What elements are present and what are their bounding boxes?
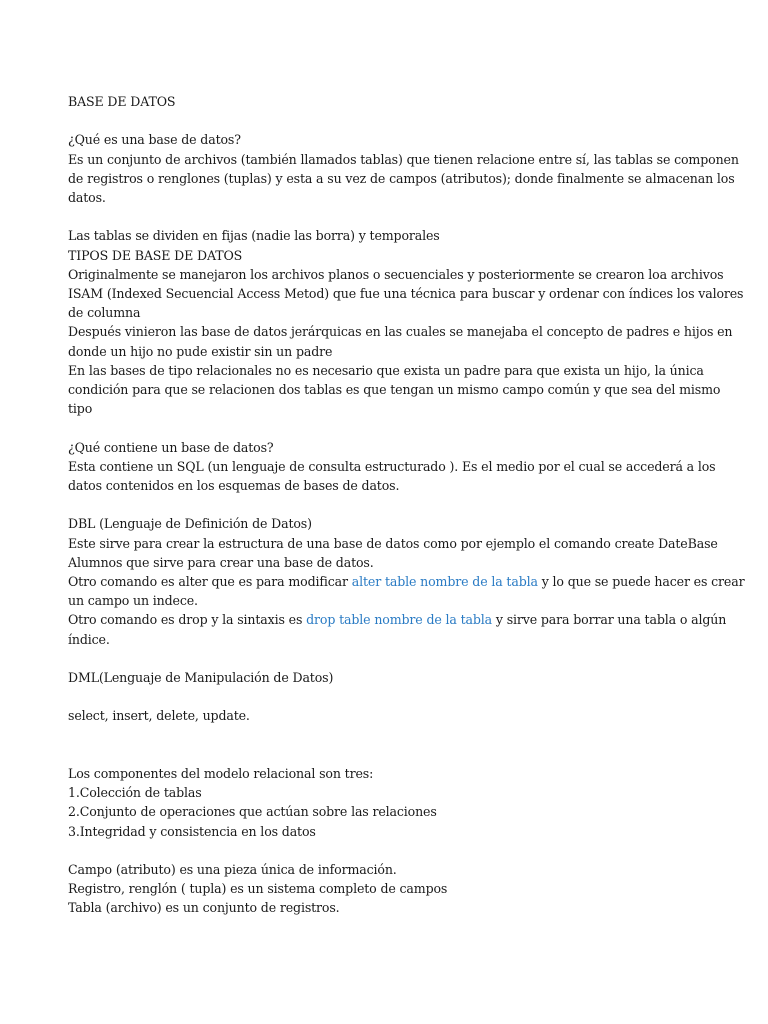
spacer	[68, 841, 708, 860]
alter-line	[68, 572, 745, 591]
drop-line	[68, 610, 727, 629]
spacer	[68, 495, 708, 514]
spacer	[68, 418, 708, 437]
drop-table-link[interactable]: drop table nombre de la tabla	[306, 612, 493, 628]
spacer	[68, 111, 708, 130]
paragraph-line: datos contenidos en los esquemas de bases de datos.	[68, 478, 400, 494]
section-heading-dbl: DBL (Lenguaje de Definición de Datos)	[68, 516, 312, 532]
paragraph-line: Esta contiene un SQL (un lenguaje de consulta estructurado ). Es el medio por el cual se accederá a los	[68, 458, 716, 474]
component-item: 3.Integridad y consistencia en los datos	[68, 823, 316, 839]
paragraph-line: índice.	[68, 631, 110, 647]
paragraph-line: donde un hijo no pude existir sin un padre	[68, 343, 333, 359]
definition-item: Registro, renglón ( tupla) es un sistema completo de campos	[68, 881, 448, 897]
paragraph-line: Después vinieron las base de datos jerárquicas en las cuales se manejaba el concepto de padres e hijos en	[68, 324, 733, 340]
alter-text-after: y lo que se puede hacer es crear	[537, 574, 745, 590]
spacer	[68, 745, 708, 764]
spacer	[68, 649, 708, 668]
paragraph-line: Este sirve para crear la estructura de una base de datos como por ejemplo el comando create DateBase	[68, 535, 718, 551]
paragraph-line: Las tablas se dividen en fijas (nadie las borra) y temporales	[68, 228, 440, 244]
spacer	[68, 207, 708, 226]
spacer	[68, 687, 708, 706]
definition-item: Campo (atributo) es una pieza única de información.	[68, 861, 397, 877]
paragraph-line: condición para que se relacionen dos tablas es que tengan un mismo campo común y que sea del mismo	[68, 382, 721, 398]
document-body	[68, 92, 745, 918]
paragraph-line: de columna	[68, 305, 141, 321]
section-heading-components: Los componentes del modelo relacional son tres:	[68, 765, 374, 781]
drop-text-before: Otro comando es drop y la sintaxis es	[68, 612, 307, 628]
section-heading-dml: DML(Lenguaje de Manipulación de Datos)	[68, 670, 334, 686]
paragraph-line: En las bases de tipo relacionales no es necesario que exista un padre para que exista un hijo, la única	[68, 362, 704, 378]
drop-text-after: y sirve para borrar una tabla o algún	[492, 612, 727, 628]
alter-text-before: Otro comando es alter que es para modificar	[68, 574, 352, 590]
paragraph-line: datos.	[68, 190, 106, 205]
paragraph-line: de registros o renglones (tuplas) y esta a su vez de campos (atributos); donde finalmente se almacenan los	[68, 170, 735, 186]
paragraph-line: Es un conjunto de archivos (también llamados tablas) que tienen relacione entre sí, las tablas se componen	[68, 151, 739, 167]
paragraph-line: un campo un indece.	[68, 593, 198, 609]
paragraph-line: ISAM (Indexed Secuencial Access Metod) que fue una técnica para buscar y ordenar con índices los valores	[68, 286, 744, 301]
component-item: 2.Conjunto de operaciones que actúan sobre las relaciones	[68, 804, 437, 820]
component-item: 1.Colección de tablas	[68, 785, 202, 801]
document-title: BASE DE DATOS	[68, 94, 176, 109]
section-heading-types: TIPOS DE BASE DE DATOS	[68, 247, 243, 263]
paragraph-line: Alumnos que sirve para crear una base de datos.	[68, 554, 374, 570]
spacer	[68, 726, 708, 745]
question-what-is-db: ¿Qué es una base de datos?	[68, 132, 241, 148]
question-db-contents: ¿Qué contiene un base de datos?	[68, 439, 274, 455]
alter-table-link[interactable]: alter table nombre de la tabla	[351, 574, 538, 590]
dml-commands: select, insert, delete, update.	[68, 708, 250, 724]
definition-item: Tabla (archivo) es un conjunto de registros.	[68, 900, 340, 916]
paragraph-line: Originalmente se manejaron los archivos planos o secuenciales y posteriormente se crearon loa archivos	[68, 266, 724, 282]
paragraph-line: tipo	[68, 401, 93, 417]
